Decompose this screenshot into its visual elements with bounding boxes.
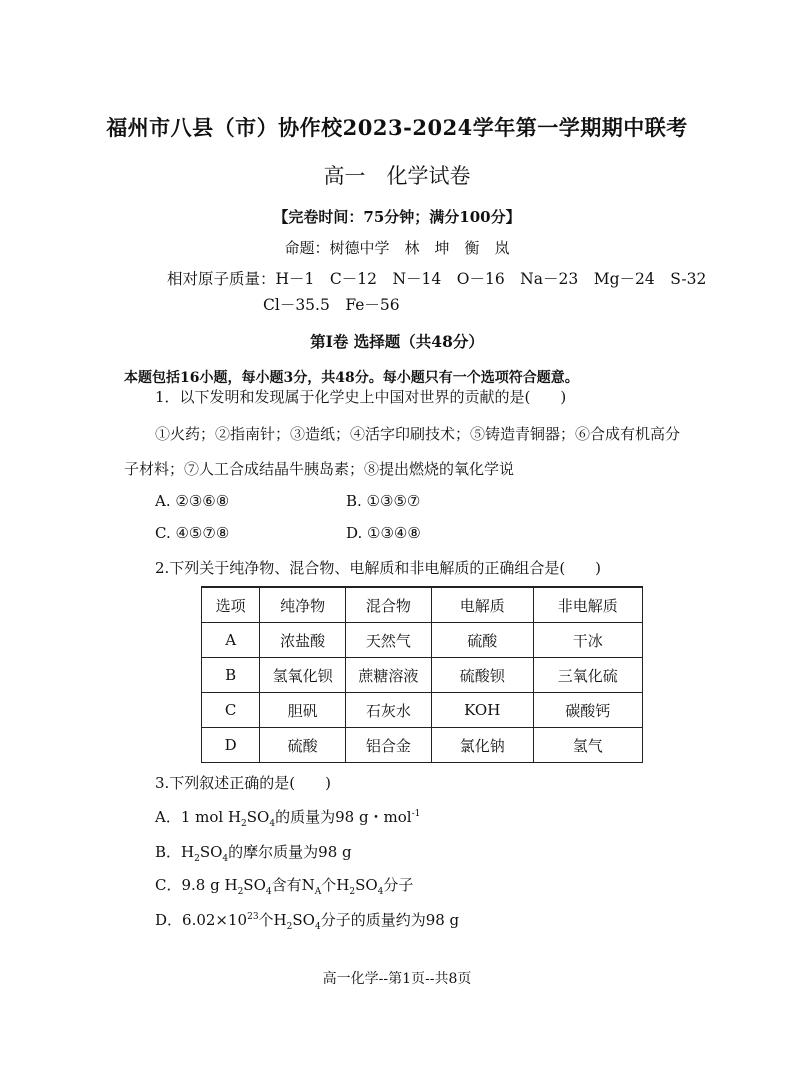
q3-option-d <box>155 909 459 932</box>
page-footer: 高一化学--第1页--共8页 <box>322 971 472 987</box>
table-cell: 胆矾 <box>260 693 346 728</box>
q3-d-text: SO <box>292 911 315 929</box>
subscript: 2 <box>286 922 293 932</box>
table-cell: 氢气 <box>533 728 642 763</box>
table-cell: 石灰水 <box>346 693 432 728</box>
atomic-masses-line2: Cl－35.5 Fe－56 <box>263 296 400 314</box>
exam-time-info: 【完卷时间：75分钟；满分100分】 <box>273 208 521 226</box>
q2-stem: 2.下列关于纯净物、混合物、电解质和非电解质的正确组合是( ) <box>155 559 602 577</box>
table-row <box>202 728 643 763</box>
table-cell: D <box>202 728 260 763</box>
exam-author: 命题：树德中学 林 坤 衡 岚 <box>284 239 510 257</box>
q3-b-text: B．H <box>155 843 195 861</box>
table-cell: 蔗糖溶液 <box>346 658 432 693</box>
q3-b-text: 的摩尔质量为98 g <box>228 843 352 861</box>
subscript: 4 <box>222 854 229 864</box>
q3-d-text: 分子的质量约为98 g <box>320 911 460 929</box>
table-header-cell: 纯净物 <box>260 587 346 623</box>
subscript: 2 <box>349 887 356 897</box>
q3-option-c <box>155 874 413 897</box>
table-cell: 铝合金 <box>346 728 432 763</box>
q3-c-text: SO <box>243 876 266 894</box>
table-cell: 碳酸钙 <box>533 693 642 728</box>
table-header-cell: 电解质 <box>431 587 533 623</box>
table-cell: A <box>202 623 260 658</box>
subscript: 4 <box>314 922 321 932</box>
table-row <box>202 693 643 728</box>
table-row <box>202 658 643 693</box>
q3-c-text: 个H <box>321 876 350 894</box>
q3-c-text: 分子 <box>383 876 414 894</box>
table-cell: 三氧化硫 <box>533 658 642 693</box>
subscript: 4 <box>377 887 384 897</box>
exam-subtitle: 高一 化学试卷 <box>323 164 471 188</box>
q3-option-a <box>155 806 420 829</box>
table-header-cell: 非电解质 <box>533 587 642 623</box>
section-title: 第Ⅰ卷 选择题（共48分） <box>310 332 484 351</box>
subscript: 2 <box>194 854 200 864</box>
q1-items-line2: 子材料；⑦人工合成结晶牛胰岛素；⑧提出燃烧的氧化学说 <box>124 460 515 478</box>
q1-stem: 1．以下发明和发现属于化学史上中国对世界的贡献的是( ) <box>155 388 567 406</box>
table-cell: C <box>202 693 260 728</box>
subscript: 4 <box>269 819 276 829</box>
q1-items-line1: ①火药；②指南针；③造纸；④活字印刷技术；⑤铸造青铜器；⑥合成有机高分 <box>155 425 681 443</box>
table-cell: 氢氧化钡 <box>260 658 346 693</box>
exam-title: 福州市八县（市）协作校2023-2024学年第一学期期中联考 <box>106 115 688 140</box>
table-cell: 硫酸钡 <box>431 658 533 693</box>
q3-b-text: SO <box>199 843 223 861</box>
q3-c-text: SO <box>355 876 378 894</box>
table-cell: 浓盐酸 <box>260 623 346 658</box>
q1-option-b: B. ①③⑤⑦ <box>346 492 421 510</box>
superscript: 23 <box>247 912 259 922</box>
q3-c-text: 含有N <box>271 876 315 894</box>
q3-a-text: A．1 mol H <box>155 808 242 826</box>
q3-a-text: SO <box>246 808 270 826</box>
subscript: 2 <box>241 819 247 829</box>
q1-option-d: D. ①③④⑧ <box>346 524 421 542</box>
q3-d-text: 个H <box>258 911 287 929</box>
q1-option-c: C. ④⑤⑦⑧ <box>155 524 230 542</box>
atomic-masses-line1: 相对原子质量：H－1 C－12 N－14 O－16 Na－23 Mg－24 S-32 <box>167 270 707 288</box>
table-cell: 硫酸 <box>431 623 533 658</box>
q2-table <box>201 586 643 763</box>
q3-stem: 3.下列叙述正确的是( ) <box>155 774 332 792</box>
section-instruction: 本题包括16小题，每小题3分，共48分。每小题只有一个选项符合题意。 <box>124 370 579 386</box>
table-header-cell: 混合物 <box>346 587 432 623</box>
subscript: 4 <box>265 887 272 897</box>
table-cell: KOH <box>431 693 533 728</box>
table-header-row <box>202 587 643 623</box>
q3-d-text: D．6.02×10 <box>155 911 248 929</box>
subscript: A <box>314 887 322 897</box>
table-cell: 氯化钠 <box>431 728 533 763</box>
q3-c-text: C．9.8 g H <box>155 876 238 894</box>
table-cell: 天然气 <box>346 623 432 658</box>
superscript: -1 <box>411 809 421 819</box>
q1-option-a: A. ②③⑥⑧ <box>155 492 230 510</box>
table-row <box>202 623 643 658</box>
table-cell: B <box>202 658 260 693</box>
table-cell: 干冰 <box>533 623 642 658</box>
subscript: 2 <box>237 887 244 897</box>
table-header-cell: 选项 <box>202 587 260 623</box>
q3-a-text: 的质量为98 g・mol <box>275 808 412 826</box>
q3-option-b <box>155 841 352 864</box>
table-cell: 硫酸 <box>260 728 346 763</box>
